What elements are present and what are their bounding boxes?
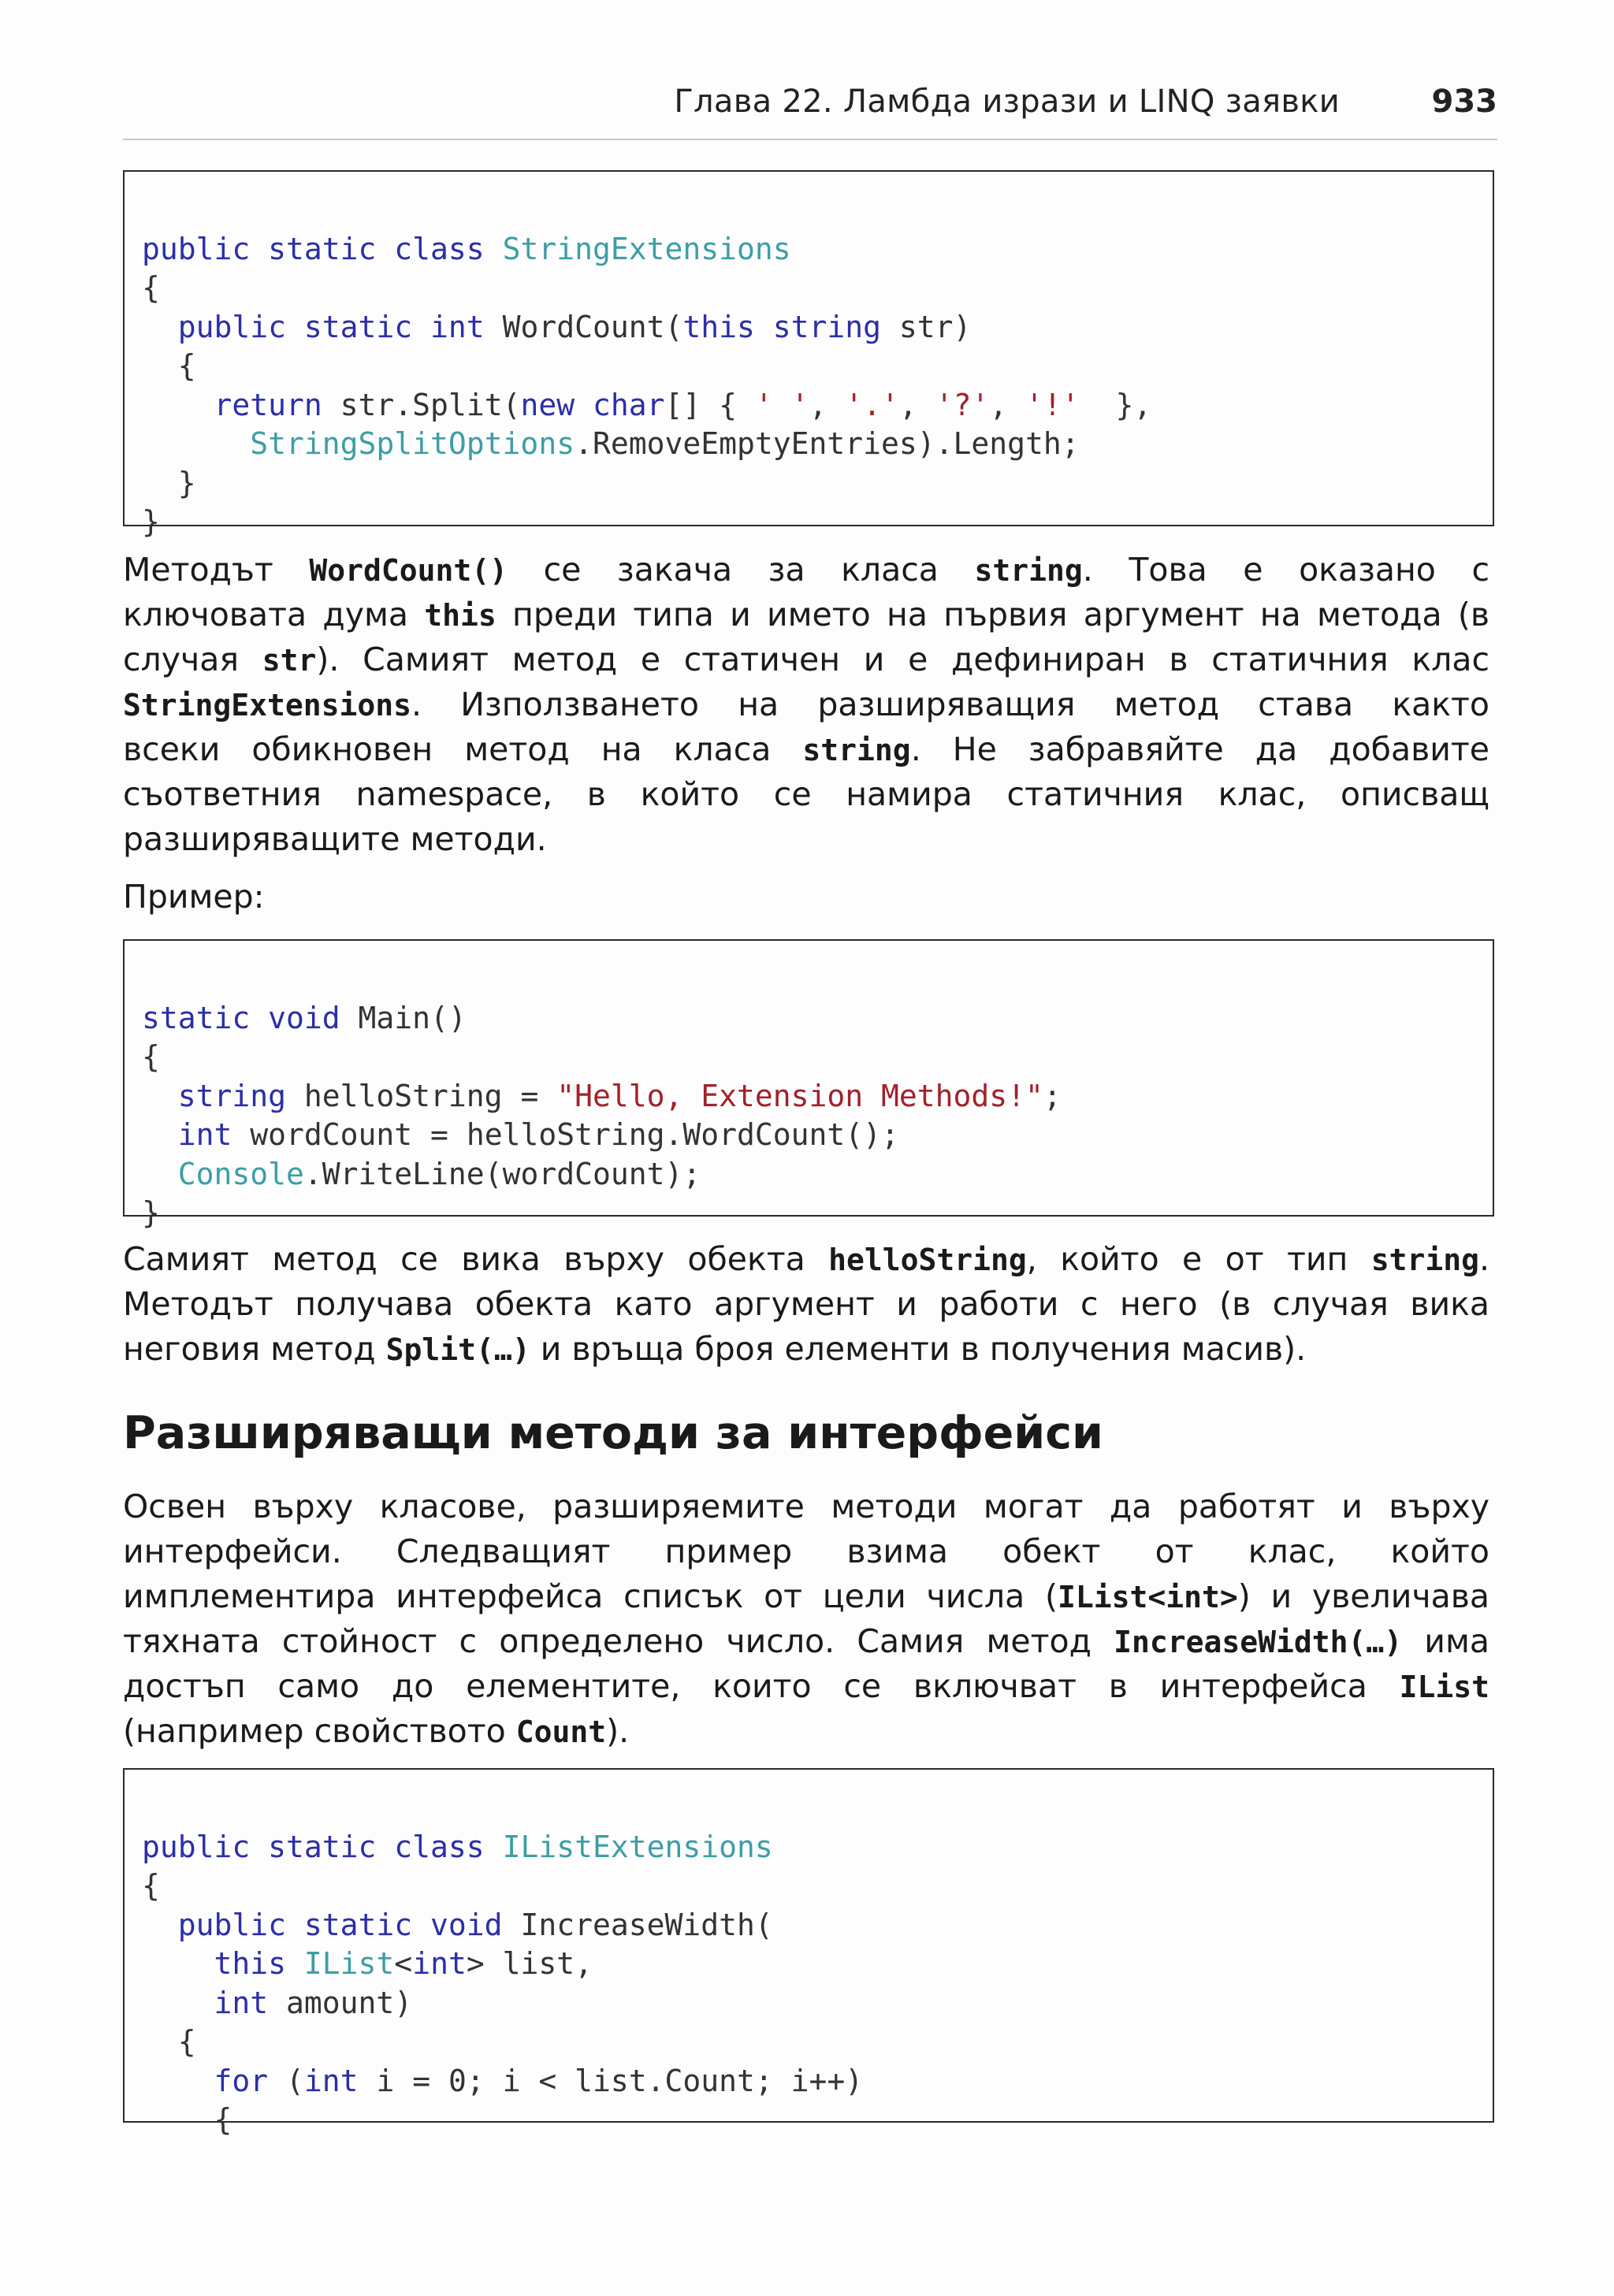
code-text: amount): [286, 1985, 413, 2020]
text: достъп само до елементите, които се включват в интерфейса: [123, 1667, 1400, 1705]
example-label-block: [123, 875, 1489, 920]
code-line: [142, 1984, 1493, 2023]
code-line: [142, 308, 1493, 347]
text-line: [123, 1237, 1489, 1282]
code-line: }: [142, 1195, 160, 1230]
code-text: i = 0; i < list.Count; i++): [358, 2063, 864, 2098]
text: . Не забравяйте да добавите: [910, 730, 1489, 768]
code-line: {: [142, 2024, 196, 2059]
code-keyword: public static void: [142, 1907, 521, 1942]
text-line: Методът получава обекта като аргумент и работи с него (в случая вика: [123, 1285, 1489, 1323]
code-text: ,: [989, 387, 1026, 422]
code-keyword: int: [142, 1985, 287, 2020]
code-line: [142, 1155, 1493, 1194]
code-line: [142, 425, 1493, 464]
text: преди типа и името на първия аргумент на метода (в: [496, 596, 1489, 633]
code-string: ' ': [754, 387, 809, 422]
code-type: StringExtensions: [502, 231, 791, 266]
code-text: },: [1079, 387, 1152, 422]
code-text: WordCount(: [502, 309, 683, 344]
text: , който е от тип: [1026, 1240, 1371, 1278]
text-line: [123, 1574, 1489, 1619]
text-line: интерфейси. Следващият пример взима обект от клас, който: [123, 1533, 1489, 1570]
inline-code: helloString: [828, 1243, 1027, 1277]
code-keyword: public static class: [142, 1829, 503, 1864]
inline-code: Count: [515, 1715, 607, 1749]
code-keyword: public static class: [142, 231, 503, 266]
inline-code: IncreaseWidth(…): [1114, 1625, 1403, 1659]
code-text: .WriteLine(wordCount);: [303, 1156, 701, 1191]
code-keyword: new char: [520, 387, 665, 422]
text: .: [1478, 1240, 1490, 1278]
code-line: {: [142, 1868, 160, 1903]
header-divider: [123, 139, 1497, 140]
code-text: ,: [809, 387, 846, 422]
inline-code: IList<int>: [1057, 1580, 1238, 1614]
code-line: [142, 1077, 1493, 1116]
text-line: [123, 548, 1489, 593]
code-text: .RemoveEmptyEntries).Length;: [575, 426, 1080, 461]
text-line: Освен върху класове, разширяемите методи могат да работят и върху: [123, 1488, 1489, 1525]
inline-code: WordCount(): [309, 553, 508, 588]
code-keyword: int: [303, 2063, 359, 2098]
code-line: [142, 999, 1493, 1038]
text-line: [123, 682, 1489, 727]
text: Самият метод се вика върху обекта: [123, 1240, 829, 1278]
section-heading: Разширяващи методи за интерфейси: [123, 1407, 1103, 1459]
inline-code: string: [1370, 1243, 1479, 1277]
text: неговия метод: [123, 1330, 386, 1368]
code-line: }: [142, 465, 196, 500]
paragraph-interfaces-explanation: [123, 1484, 1489, 1754]
code-type: StringSplitOptions: [142, 426, 575, 461]
text-line: съответния namespace, в който се намира статичния клас, описващ: [123, 775, 1489, 813]
code-text: (: [286, 2063, 304, 2098]
code-line: [142, 1945, 1493, 1984]
code-line: [142, 1116, 1493, 1155]
inline-code: string: [802, 733, 911, 767]
code-line: {: [142, 348, 196, 383]
code-type: IList: [303, 1946, 395, 1981]
code-text: str.Split(: [340, 387, 521, 422]
text: и връща броя елементи в получения масив).: [530, 1330, 1307, 1368]
paragraph-wordcount-explanation: [123, 548, 1489, 862]
text: тяхната стойност с определено число. Самия метод: [123, 1622, 1114, 1660]
text: имплементира интерфейса списък от цели числа (: [123, 1577, 1058, 1615]
code-line: [142, 1828, 1493, 1867]
inline-code: string: [974, 553, 1083, 588]
text: ). Самият метод е статичен и е дефиниран в статичния клас: [316, 641, 1489, 678]
code-keyword: int: [142, 1117, 251, 1152]
inline-code: StringExtensions: [123, 688, 412, 723]
code-keyword: public static int: [142, 309, 503, 344]
text: ключовата дума: [123, 596, 425, 633]
code-text: <: [394, 1946, 413, 1981]
text: Методът: [123, 551, 310, 589]
code-text: [] {: [664, 387, 755, 422]
text-line: [123, 593, 1489, 637]
text-line: [123, 1709, 1489, 1754]
code-keyword: for: [142, 2063, 287, 2098]
code-line: }: [142, 504, 160, 539]
code-keyword: this string: [682, 309, 899, 344]
inline-code: str: [262, 643, 317, 678]
inline-code: this: [424, 598, 496, 633]
page-header: [123, 79, 1497, 126]
code-text: str): [898, 309, 972, 344]
text-line: [123, 1327, 1489, 1372]
code-string: '?': [935, 387, 990, 422]
code-text: Main(): [358, 1000, 467, 1035]
code-line: {: [142, 1039, 160, 1074]
text: всеки обикновен метод на класа: [123, 730, 803, 768]
text: . Използването на разширяващия метод става както: [411, 685, 1489, 723]
code-block-ilist-extensions: [123, 1768, 1494, 2137]
code-text: > list,: [466, 1946, 593, 1981]
code-block-main: [123, 939, 1494, 1230]
text: ).: [606, 1712, 630, 1750]
text: има: [1402, 1622, 1489, 1660]
code-string: '!': [1025, 387, 1080, 422]
text-line: [123, 727, 1489, 772]
code-keyword: int: [412, 1946, 467, 1981]
code-text: helloString =: [303, 1078, 557, 1113]
code-string: '.': [845, 387, 899, 422]
code-type: Console: [142, 1156, 304, 1191]
text: се закача за класа: [508, 551, 975, 589]
text: случая: [123, 641, 262, 678]
code-line: {: [142, 2102, 232, 2137]
code-keyword: string: [142, 1078, 304, 1113]
paragraph-hellostring-explanation: [123, 1237, 1489, 1372]
example-label: Пример:: [123, 878, 265, 916]
code-string: "Hello, Extension Methods!": [556, 1078, 1043, 1113]
text-line: [123, 637, 1489, 682]
text-line: [123, 1664, 1489, 1709]
code-line: [142, 230, 1493, 269]
code-text: ;: [1043, 1078, 1062, 1113]
inline-code: IList: [1399, 1670, 1489, 1704]
code-line: [142, 1906, 1493, 1945]
code-block-string-extensions: [123, 170, 1494, 539]
code-text: IncreaseWidth(: [520, 1907, 773, 1942]
text: (например свойството: [123, 1712, 516, 1750]
code-line: [142, 386, 1493, 425]
code-keyword: this: [142, 1946, 304, 1981]
chapter-title: Глава 22. Ламбда изрази и LINQ заявки: [674, 84, 1340, 120]
text: . Това е оказано с: [1082, 551, 1489, 589]
code-keyword: static void: [142, 1000, 359, 1035]
inline-code: Split(…): [385, 1332, 530, 1367]
page-number: 933: [1431, 84, 1497, 120]
code-text: wordCount = helloString.WordCount();: [250, 1117, 899, 1152]
code-line: [142, 2062, 1493, 2101]
code-type: IListExtensions: [502, 1829, 773, 1864]
code-line: {: [142, 270, 160, 305]
text-line: разширяващите методи.: [123, 820, 547, 858]
text: ) и увеличава: [1237, 1577, 1489, 1615]
code-keyword: return: [142, 387, 340, 422]
text-line: [123, 1619, 1489, 1664]
code-text: ,: [898, 387, 935, 422]
